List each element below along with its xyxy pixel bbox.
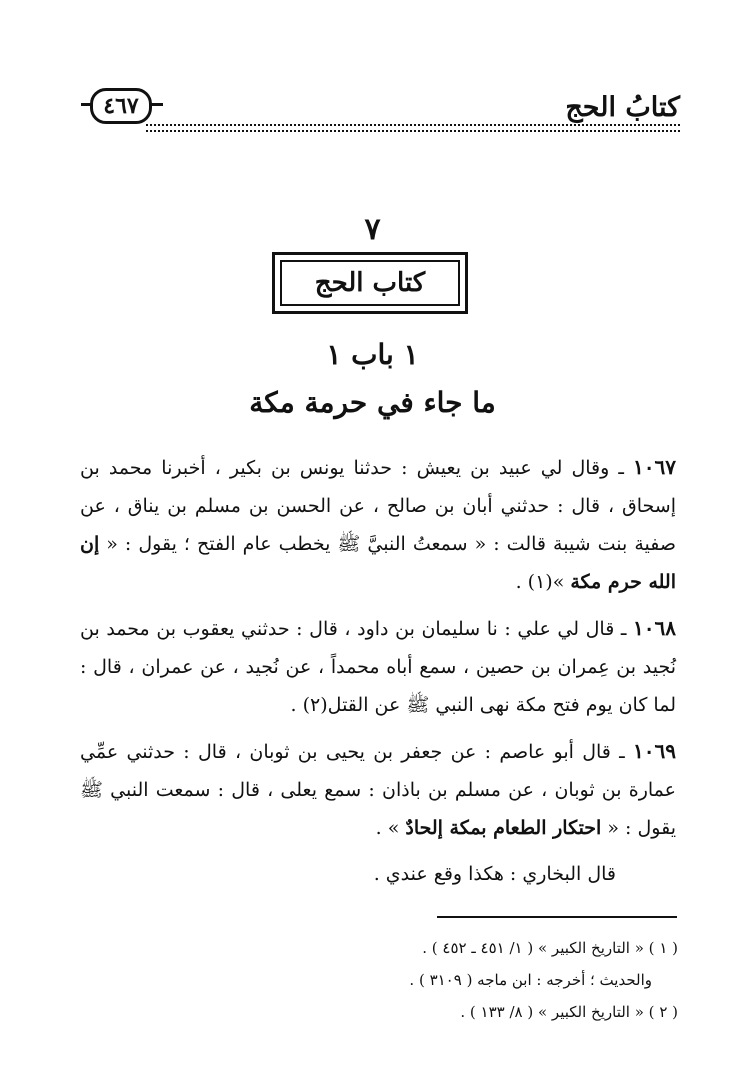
- book-title-frame: [272, 252, 468, 314]
- footnote-divider: [437, 916, 677, 918]
- running-title: كتابُ الحج: [565, 92, 680, 123]
- bukhari-note: قال البخاري : هكذا وقع عندي .: [373, 863, 616, 885]
- chapter-title: ما جاء في حرمة مكة: [249, 386, 496, 419]
- footnote-2: ( ٢ ) « التاريخ الكبير » ( ٨/ ١٣٣ ) .: [460, 1003, 678, 1021]
- book-title: كتاب الحج: [314, 268, 426, 298]
- hadith-1068: [80, 609, 676, 724]
- footnote-1-continued: والحديث ؛ أخرجه : ابن ماجه ( ٣١٠٩ ) .: [409, 971, 652, 989]
- hadith-text: ـ قال أبو عاصم : عن جعفر بن يحيى بن ثوبان ، قال : حدثني عمِّي عمارة بن ثوبان ، عن مسلم بن باذان : سمع يعلى ، قال : سمعت النبي ﷺ يقول : «: [80, 741, 676, 839]
- hadith-text-end: » .: [375, 817, 406, 839]
- chapter-label: ١ باب ١: [326, 338, 419, 371]
- hadith-text: ـ قال لي علي : نا سليمان بن داود ، قال : حدثني يعقوب بن محمد بن نُجيد بن عِمران بن حصين ، سمع أباه محمداً ، عن نُجيد ، عن عمران ، قال : لما كان يوم فتح مكة نهى النبي ﷺ عن القتل(٢) .: [80, 618, 676, 716]
- hadith-number: ١٠٦٩: [633, 739, 676, 763]
- hadith-1069: [80, 732, 676, 847]
- footnotes: [80, 932, 678, 1028]
- hadith-emphasis: إن الله حرم مكة: [80, 533, 676, 593]
- book-number: ٧: [364, 212, 381, 247]
- body-text: [80, 448, 676, 901]
- hadith-emphasis: احتكار الطعام بمكة إلحادٌ: [405, 817, 602, 839]
- hadith-1067: [80, 448, 676, 601]
- hadith-text-end: »(١) .: [515, 571, 571, 593]
- footnote-1: ( ١ ) « التاريخ الكبير » ( ١/ ٤٥١ ـ ٤٥٢ ) .: [422, 939, 678, 957]
- page-header: [80, 86, 680, 130]
- header-divider: [146, 124, 680, 132]
- page-number-badge: ٤٦٧: [90, 88, 152, 124]
- book-title-inner-frame: [280, 260, 460, 306]
- hadith-number: ١٠٦٨: [633, 616, 676, 640]
- hadith-number: ١٠٦٧: [633, 455, 676, 479]
- hadith-text: ـ وقال لي عبيد بن يعيش : حدثنا يونس بن بكير ، أخبرنا محمد بن إسحاق ، قال : حدثني أبان بن صالح ، عن الحسن بن مسلم بن يناق ، عن صفية بنت شيبة قالت : « سمعتُ النبيَّ ﷺ يخطب عام الفتح ؛ يقول : «: [80, 457, 676, 555]
